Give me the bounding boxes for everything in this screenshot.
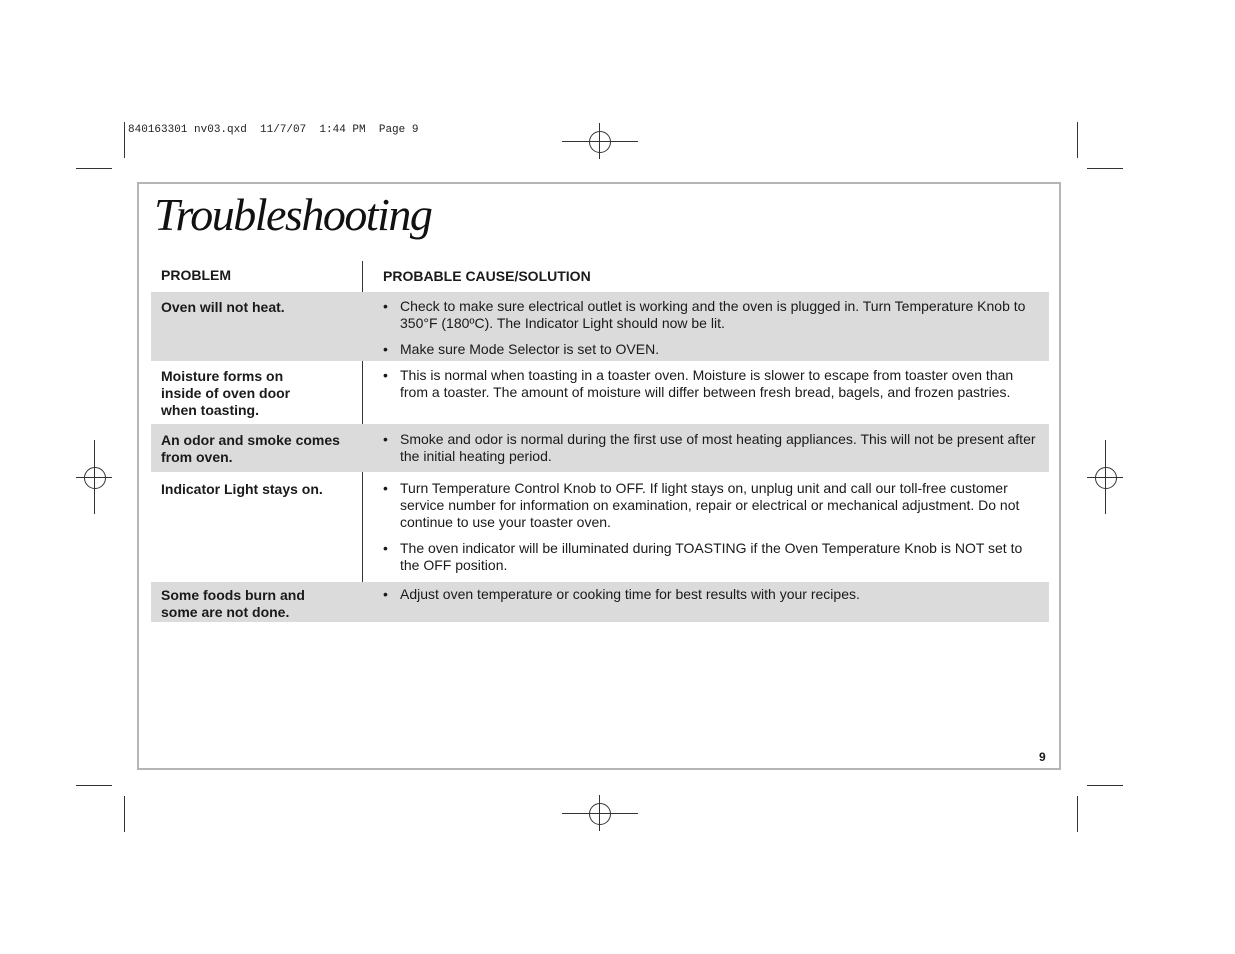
header-solution: PROBABLE CAUSE/SOLUTION bbox=[383, 268, 591, 284]
crop-mark bbox=[1077, 796, 1078, 832]
problem-cell: Oven will not heat. bbox=[161, 299, 285, 315]
table-row bbox=[151, 582, 1049, 622]
bullet-icon: • bbox=[383, 586, 388, 602]
bullet-icon: • bbox=[383, 480, 388, 496]
solution-text: Check to make sure electrical outlet is working and the oven is plugged in. Turn Temperature Knob to 350°F (180ºC). The Indicator Light should now be lit. bbox=[400, 298, 1026, 331]
table-row bbox=[151, 424, 1049, 472]
solution-text: Turn Temperature Control Knob to OFF. If light stays on, unplug unit and call our toll-free customer service number for information on examination, repair or electrical or mechanical adjustment. Do not continue to use your toaster oven. bbox=[400, 480, 1020, 530]
problem-cell: Some foods burn and some are not done. bbox=[161, 587, 305, 620]
crop-mark bbox=[124, 796, 125, 832]
crop-mark bbox=[76, 785, 112, 786]
problem-cell: An odor and smoke comes from oven. bbox=[161, 432, 340, 465]
solution-cell bbox=[362, 367, 1049, 424]
bullet-icon: • bbox=[383, 367, 388, 383]
problem-cell: Indicator Light stays on. bbox=[161, 481, 323, 497]
crop-mark bbox=[1087, 168, 1123, 169]
solution-item bbox=[383, 480, 1039, 531]
registration-mark bbox=[589, 803, 611, 825]
solution-text: The oven indicator will be illuminated during TOASTING if the Oven Temperature Knob is NOT set to the OFF position. bbox=[400, 540, 1023, 573]
bullet-icon: • bbox=[383, 540, 388, 556]
crop-mark bbox=[1077, 122, 1078, 158]
bullet-icon: • bbox=[383, 341, 388, 357]
table-header bbox=[151, 261, 1049, 292]
bullet-icon: • bbox=[383, 298, 388, 314]
solution-cell bbox=[362, 298, 1049, 361]
troubleshooting-table bbox=[151, 261, 1049, 622]
table-row bbox=[151, 472, 1049, 582]
solution-cell bbox=[362, 586, 1049, 622]
solution-text: This is normal when toasting in a toaster oven. Moisture is slower to escape from toaster oven than from a toaster. The amount of moisture will differ between fresh bread, bagels, and frozen pastries. bbox=[400, 367, 1014, 400]
table-row bbox=[151, 361, 1049, 424]
solution-text: Make sure Mode Selector is set to OVEN. bbox=[400, 341, 660, 357]
page-title: Troubleshooting bbox=[154, 189, 432, 240]
print-slug: 840163301 nv03.qxd 11/7/07 1:44 PM Page 9 bbox=[128, 124, 419, 136]
solution-item bbox=[383, 586, 1039, 603]
solution-item bbox=[383, 431, 1039, 465]
solution-item bbox=[383, 298, 1039, 332]
page-number: 9 bbox=[1039, 750, 1046, 764]
solution-cell bbox=[362, 480, 1049, 582]
solution-item bbox=[383, 540, 1039, 574]
registration-mark bbox=[1095, 467, 1117, 489]
solution-cell bbox=[362, 431, 1049, 472]
header-problem: PROBLEM bbox=[161, 267, 231, 283]
crop-mark bbox=[124, 122, 125, 158]
solution-item bbox=[383, 367, 1039, 401]
registration-mark bbox=[84, 467, 106, 489]
bullet-icon: • bbox=[383, 431, 388, 447]
registration-mark bbox=[589, 131, 611, 153]
solution-item bbox=[383, 341, 1039, 358]
solution-text: Smoke and odor is normal during the first use of most heating appliances. This will not be present after the initial heating period. bbox=[400, 431, 1036, 464]
table-row bbox=[151, 292, 1049, 361]
crop-mark bbox=[76, 168, 112, 169]
solution-text: Adjust oven temperature or cooking time for best results with your recipes. bbox=[400, 586, 860, 602]
problem-cell: Moisture forms on inside of oven door when toasting. bbox=[161, 368, 291, 418]
crop-mark bbox=[1087, 785, 1123, 786]
